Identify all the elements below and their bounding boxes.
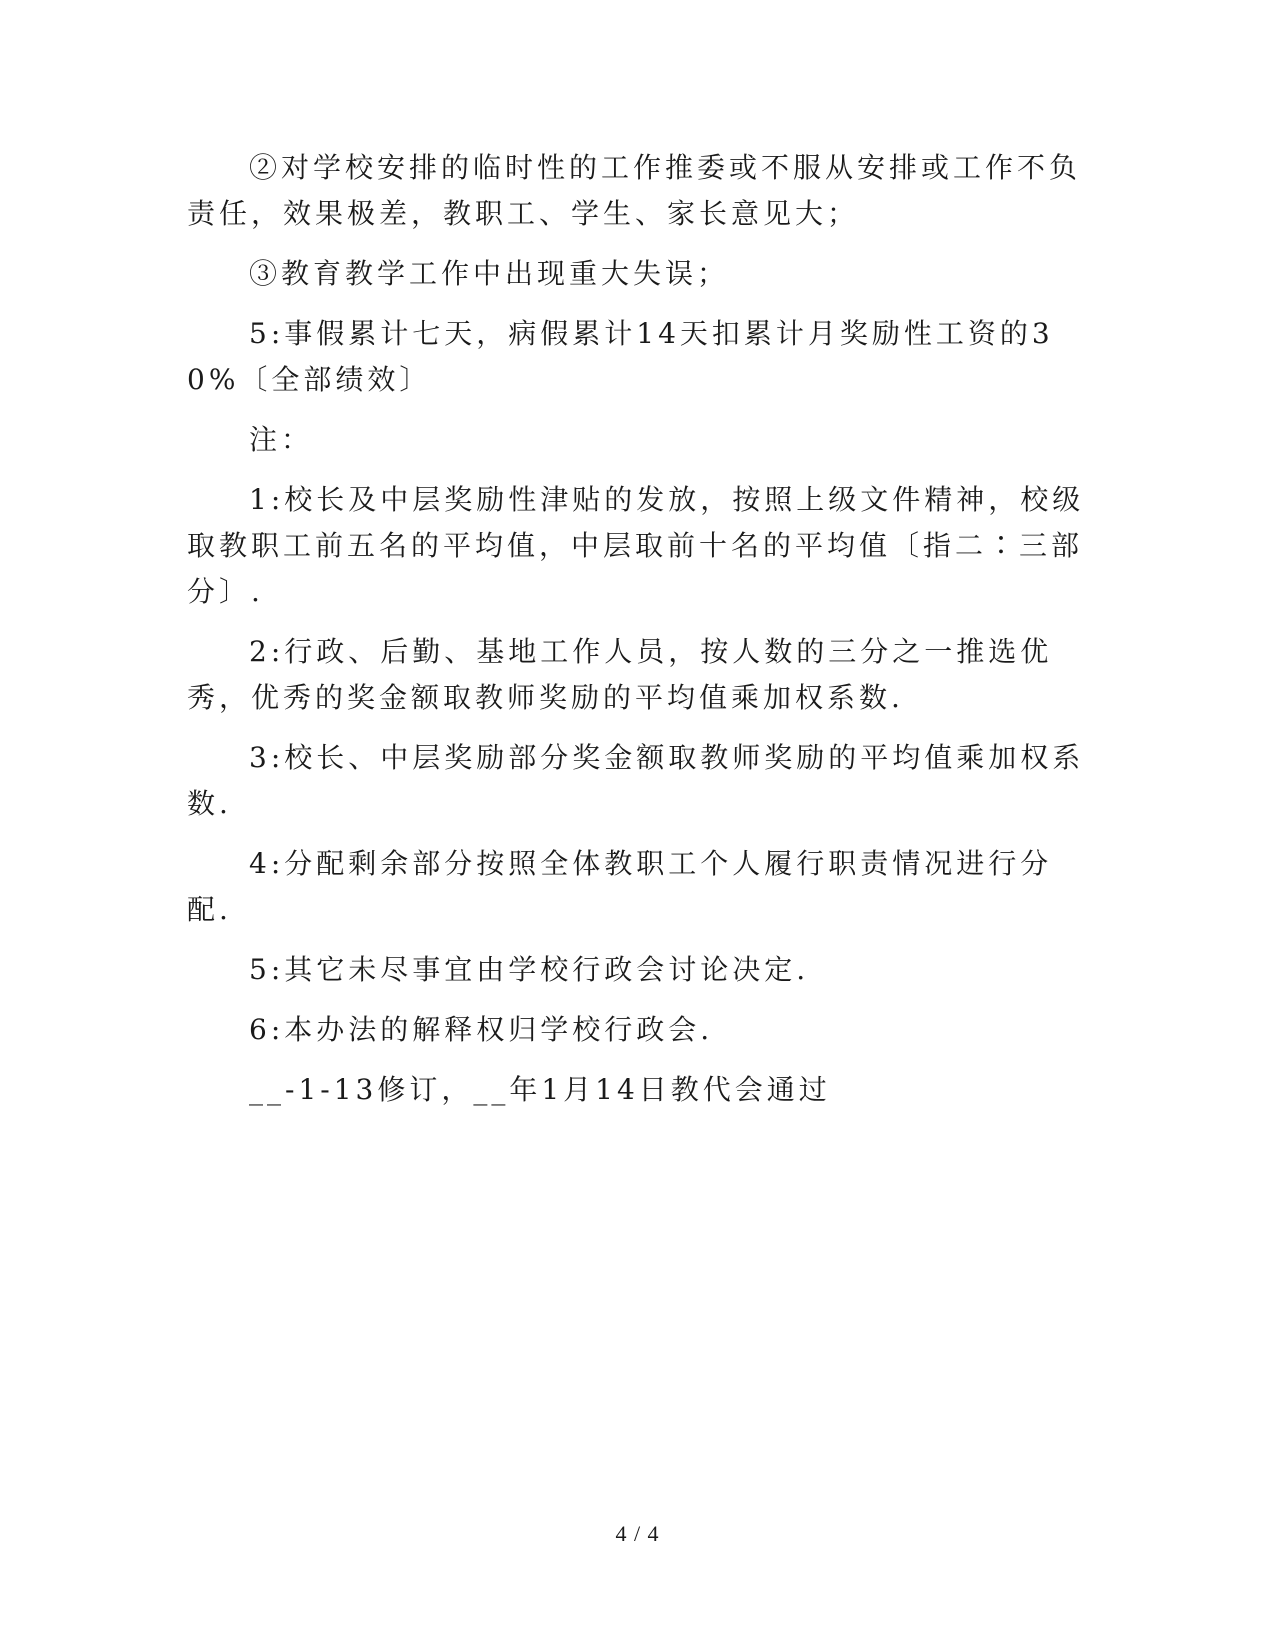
note-1: 1:校长及中层奖励性津贴的发放，按照上级文件精神，校级取教职工前五名的平均值，中层取前十名的平均值〔指二∶三部分〕. [187, 483, 1085, 608]
document-body [187, 145, 1087, 1127]
notes-heading: 注： [249, 423, 314, 456]
note-3: 3:校长、中层奖励部分奖金额取教师奖励的平均值乘加权系数. [187, 741, 1085, 820]
page-number: 4 / 4 [615, 1521, 660, 1546]
paragraph-item-3: ③教育教学工作中出现重大失误； [249, 257, 730, 290]
note-5: 5:其它未尽事宜由学校行政会讨论决定. [249, 953, 810, 986]
note-2: 2:行政、后勤、基地工作人员，按人数的三分之一推选优秀，优秀的奖金额取教师奖励的平均值乘加权系数. [187, 635, 1053, 714]
note-6: 6:本办法的解释权归学校行政会. [249, 1013, 714, 1046]
paragraph-item-2: ②对学校安排的临时性的工作推委或不服从安排或工作不负责任，效果极差，教职工、学生、家长意见大； [187, 151, 1082, 230]
note-4: 4:分配剩余部分按照全体教职工个人履行职责情况进行分配. [187, 847, 1053, 926]
revision-note: __-1-13修订，__年1月14日教代会通过 [249, 1073, 831, 1106]
paragraph-leave-deduction: 5:事假累计七天，病假累计14天扣累计月奖励性工资的30%〔全部绩效〕 [187, 317, 1054, 396]
